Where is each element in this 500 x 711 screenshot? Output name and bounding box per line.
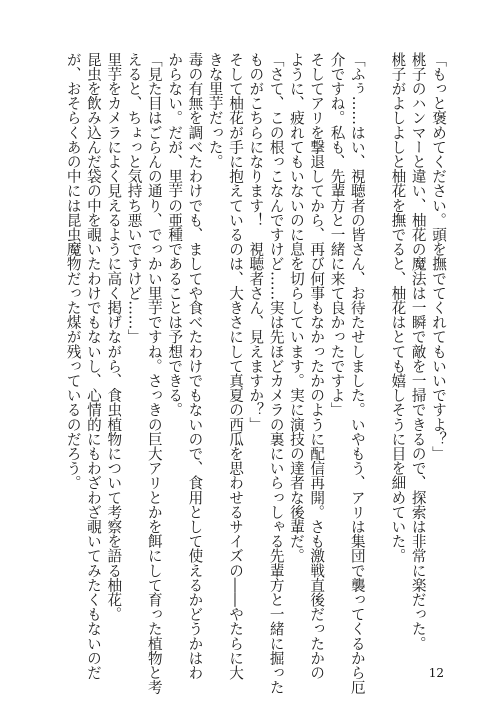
text-line: きな里芋だった。 — [206, 52, 224, 169]
text-line: 昆虫を飲み込んだ袋の中を覗いたわけでもないし、心情的にもわざわざ覗いてみたくもないのだ — [84, 52, 102, 680]
text-line: そしてアリを撃退してから、再び何事もなかったかのように配信再開。さも激戦直後だったかの — [308, 52, 326, 680]
text-line: からない。だが、里芋の亜種であることは予想できる。 — [166, 52, 184, 417]
text-line: ように、疲れてもいないのに息を切らしています。実に演技の達者な後輩だ。 — [287, 52, 305, 563]
text-line: 毒の有無を調べたわけでも、ましてや食べたわけでもないので、食用として使えるかどうかはわ — [186, 52, 204, 680]
text-line: 「さて、この根っこなんですけど……実は先ほどカメラの裏にいらっしゃる先輩方と一緒に掘った — [267, 52, 285, 695]
text-line: えると、ちょっと気持ち悪いですけど……」 — [125, 52, 143, 344]
text-line: 介ですね。私も、先輩方と一緒に来て良かったですよ」 — [328, 52, 346, 417]
text-line: そして柚花が手に抱えているのは、大きさにして真夏の西瓜を思わせるサイズの――やたらに大 — [227, 52, 245, 680]
paragraph-gap — [367, 52, 387, 652]
text-line: 桃子がよしよしと柚花を撫でると、柚花はとても嬉しそうに目を細めていた。 — [389, 52, 407, 563]
text-line: が、おそらくあの中には昆虫魔物だった煤が残っているのだろう。 — [64, 52, 82, 490]
page-number: 12 — [428, 666, 444, 680]
text-line: 里芋をカメラによく見えるように高く掲げながら、食虫植物について考察を語る柚花。 — [105, 52, 123, 622]
text-line: 「もっと褒めてください。頭を撫でてくれてもいいですよ？」 — [430, 52, 447, 461]
text-line: 桃子のハンマーと違い、柚花の魔法は一瞬で敵を一掃できるので、探索は非常に楽だった。 — [409, 52, 427, 651]
text-line: 「見た目はごらんの通り、でっかい里芋ですね。さっきの巨大アリとかを餌にして育った植物と考 — [145, 52, 163, 695]
text-line: 「ふぅ……はい、視聴者の皆さん、お待たせしました。いやもう、アリは集団で襲ってくるから厄 — [348, 52, 366, 695]
text-line: ものがこちらになります！ 視聴者さん、見えますか？」 — [247, 52, 265, 432]
